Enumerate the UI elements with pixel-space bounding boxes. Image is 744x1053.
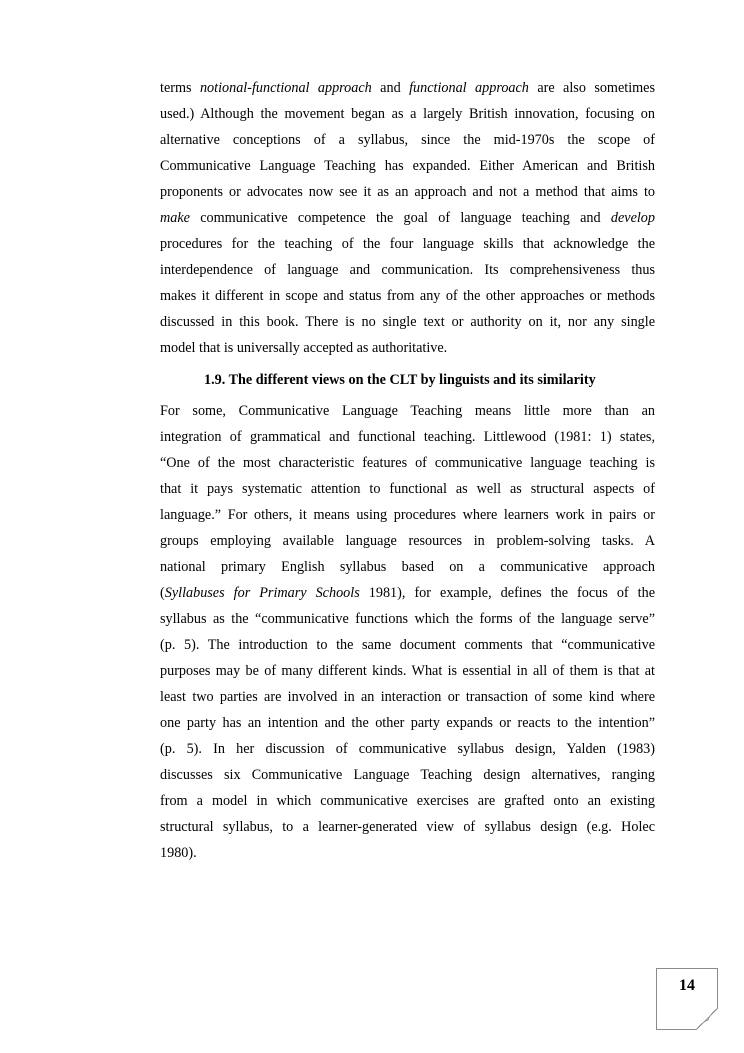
text-line: procedures for the teaching of the four language skills that acknowledge the	[160, 236, 655, 252]
italic-text: functional approach	[409, 80, 529, 96]
paragraph-2	[160, 398, 655, 866]
text-line: purposes may be of many different kinds. What is essential in all of them is that at	[160, 663, 655, 679]
text-line: alternative conceptions of a syllabus, since the mid-1970s the scope of	[160, 132, 655, 148]
text-line: national primary English syllabus based on a communicative approach	[160, 559, 655, 575]
text-line: syllabus as the “communicative functions which the forms of the language serve”	[160, 611, 655, 627]
text-line: (Syllabuses for Primary Schools 1981), for example, defines the focus of the	[160, 585, 656, 601]
text-line: Communicative Language Teaching has expanded. Either American and British	[160, 158, 655, 174]
section-heading: 1.9. The different views on the CLT by linguists and its similarity	[204, 372, 596, 388]
text-line: used.) Although the movement began as a largely British innovation, focusing on	[160, 106, 655, 122]
text-line: terms notional-functional approach and functional approach are also sometimes	[160, 80, 656, 96]
text-line: integration of grammatical and functional teaching. Littlewood (1981: 1) states,	[160, 429, 655, 445]
text-line: discussed in this book. There is no single text or authority on it, nor any single	[160, 314, 655, 330]
text-line: “One of the most characteristic features of communicative language teaching is	[160, 455, 655, 471]
italic-text: notional-functional approach	[199, 80, 372, 96]
italic-text: make	[160, 210, 190, 226]
text-line: 1980).	[160, 845, 197, 861]
text-line: from a model in which communicative exercises are grafted onto an existing	[160, 793, 655, 809]
page-number-box	[656, 968, 718, 1030]
text-line: structural syllabus, to a learner-generated view of syllabus design (e.g. Holec	[160, 819, 655, 835]
paragraph-1	[160, 75, 655, 361]
text-line: For some, Communicative Language Teaching means little more than an	[160, 403, 655, 419]
text-line: model that is universally accepted as authoritative.	[160, 340, 448, 356]
text-line: makes it different in scope and status from any of the other approaches or methods	[160, 288, 655, 304]
italic-text: Syllabuses for Primary Schools	[164, 585, 360, 601]
italic-text: develop	[610, 210, 655, 226]
text-line: that it pays systematic attention to functional as well as structural aspects of	[160, 481, 655, 497]
text-line: least two parties are involved in an interaction or transaction of some kind where	[160, 689, 655, 705]
text-line: one party has an intention and the other party expands or reacts to the intention”	[160, 715, 655, 731]
text-line: language.” For others, it means using procedures where learners work in pairs or	[160, 507, 655, 523]
text-line: (p. 5). In her discussion of communicative syllabus design, Yalden (1983)	[160, 741, 655, 757]
text-line: (p. 5). The introduction to the same document comments that “communicative	[160, 637, 655, 653]
page-number: 14	[679, 977, 695, 994]
text-line: proponents or advocates now see it as an approach and not a method that aims to	[160, 184, 655, 200]
text-line: interdependence of language and communication. Its comprehensiveness thus	[160, 262, 655, 278]
text-line: discusses six Communicative Language Teaching design alternatives, ranging	[160, 767, 655, 783]
text-line: groups employing available language resources in problem-solving tasks. A	[160, 533, 655, 549]
text-line: make communicative competence the goal of language teaching and develop	[160, 210, 655, 226]
page-curl-icon	[696, 1008, 718, 1030]
